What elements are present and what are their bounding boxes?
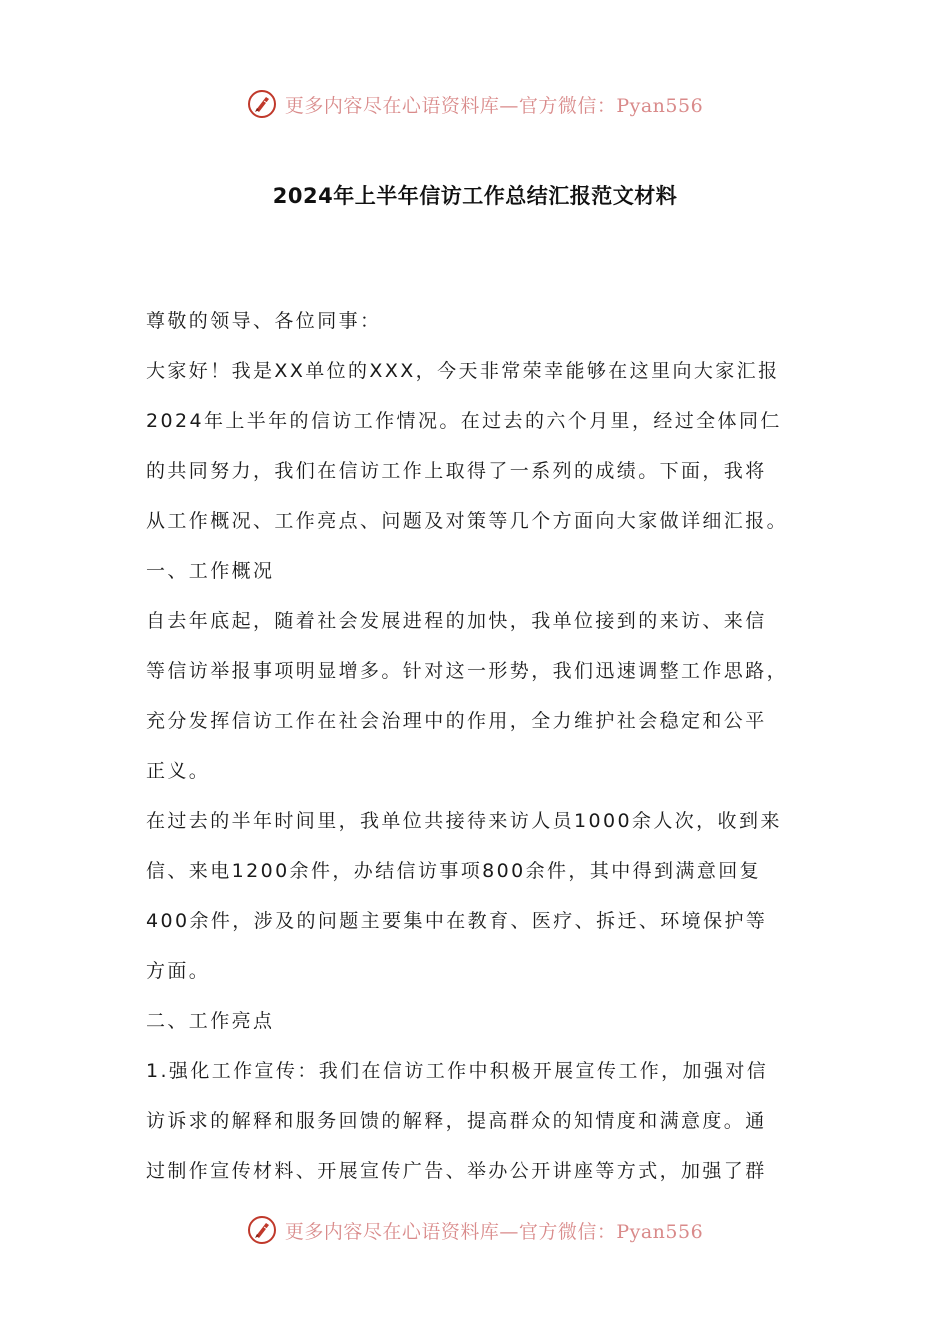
document-title: 2024年上半年信访工作总结汇报范文材料	[272, 184, 678, 208]
section-heading-overview: 一、工作概况	[146, 560, 275, 582]
body-line: 尊敬的领导、各位同事：	[146, 310, 382, 332]
body-line: 2024年上半年的信访工作情况。在过去的六个月里，经过全体同仁	[146, 410, 782, 432]
body-line: 过制作宣传材料、开展宣传广告、举办公开讲座等方式，加强了群	[146, 1160, 767, 1182]
pen-quill-logo-icon	[247, 89, 277, 119]
body-line: 的共同努力，我们在信访工作上取得了一系列的成绩。下面，我将	[146, 460, 767, 482]
body-line: 400余件，涉及的问题主要集中在教育、医疗、拆迁、环境保护等	[146, 910, 768, 932]
header-banner-text: 更多内容尽在心语资料库—官方微信：Pyan556	[284, 94, 704, 117]
body-line: 大家好！我是XX单位的XXX，今天非常荣幸能够在这里向大家汇报	[146, 360, 780, 382]
body-line: 正义。	[146, 760, 211, 782]
body-line: 1.强化工作宣传：我们在信访工作中积极开展宣传工作，加强对信	[146, 1060, 769, 1082]
body-line: 从工作概况、工作亮点、问题及对策等几个方面向大家做详细汇报。	[146, 510, 789, 532]
body-line: 自去年底起，随着社会发展进程的加快，我单位接到的来访、来信	[146, 610, 767, 632]
document-body	[146, 296, 806, 1196]
section-heading-highlights: 二、工作亮点	[146, 1010, 275, 1032]
body-line: 充分发挥信访工作在社会治理中的作用，全力维护社会稳定和公平	[146, 710, 767, 732]
header-banner	[0, 84, 950, 124]
body-line: 在过去的半年时间里，我单位共接待来访人员1000余人次，收到来	[146, 810, 782, 832]
footer-banner-text: 更多内容尽在心语资料库—官方微信：Pyan556	[284, 1220, 704, 1243]
pen-quill-logo-icon	[247, 1215, 277, 1245]
body-line: 方面。	[146, 960, 211, 982]
body-line: 信、来电1200余件，办结信访事项800余件，其中得到满意回复	[146, 860, 762, 882]
body-line: 访诉求的解释和服务回馈的解释，提高群众的知情度和满意度。通	[146, 1110, 767, 1132]
body-line: 等信访举报事项明显增多。针对这一形势，我们迅速调整工作思路，	[146, 660, 789, 682]
footer-banner	[0, 1210, 950, 1250]
